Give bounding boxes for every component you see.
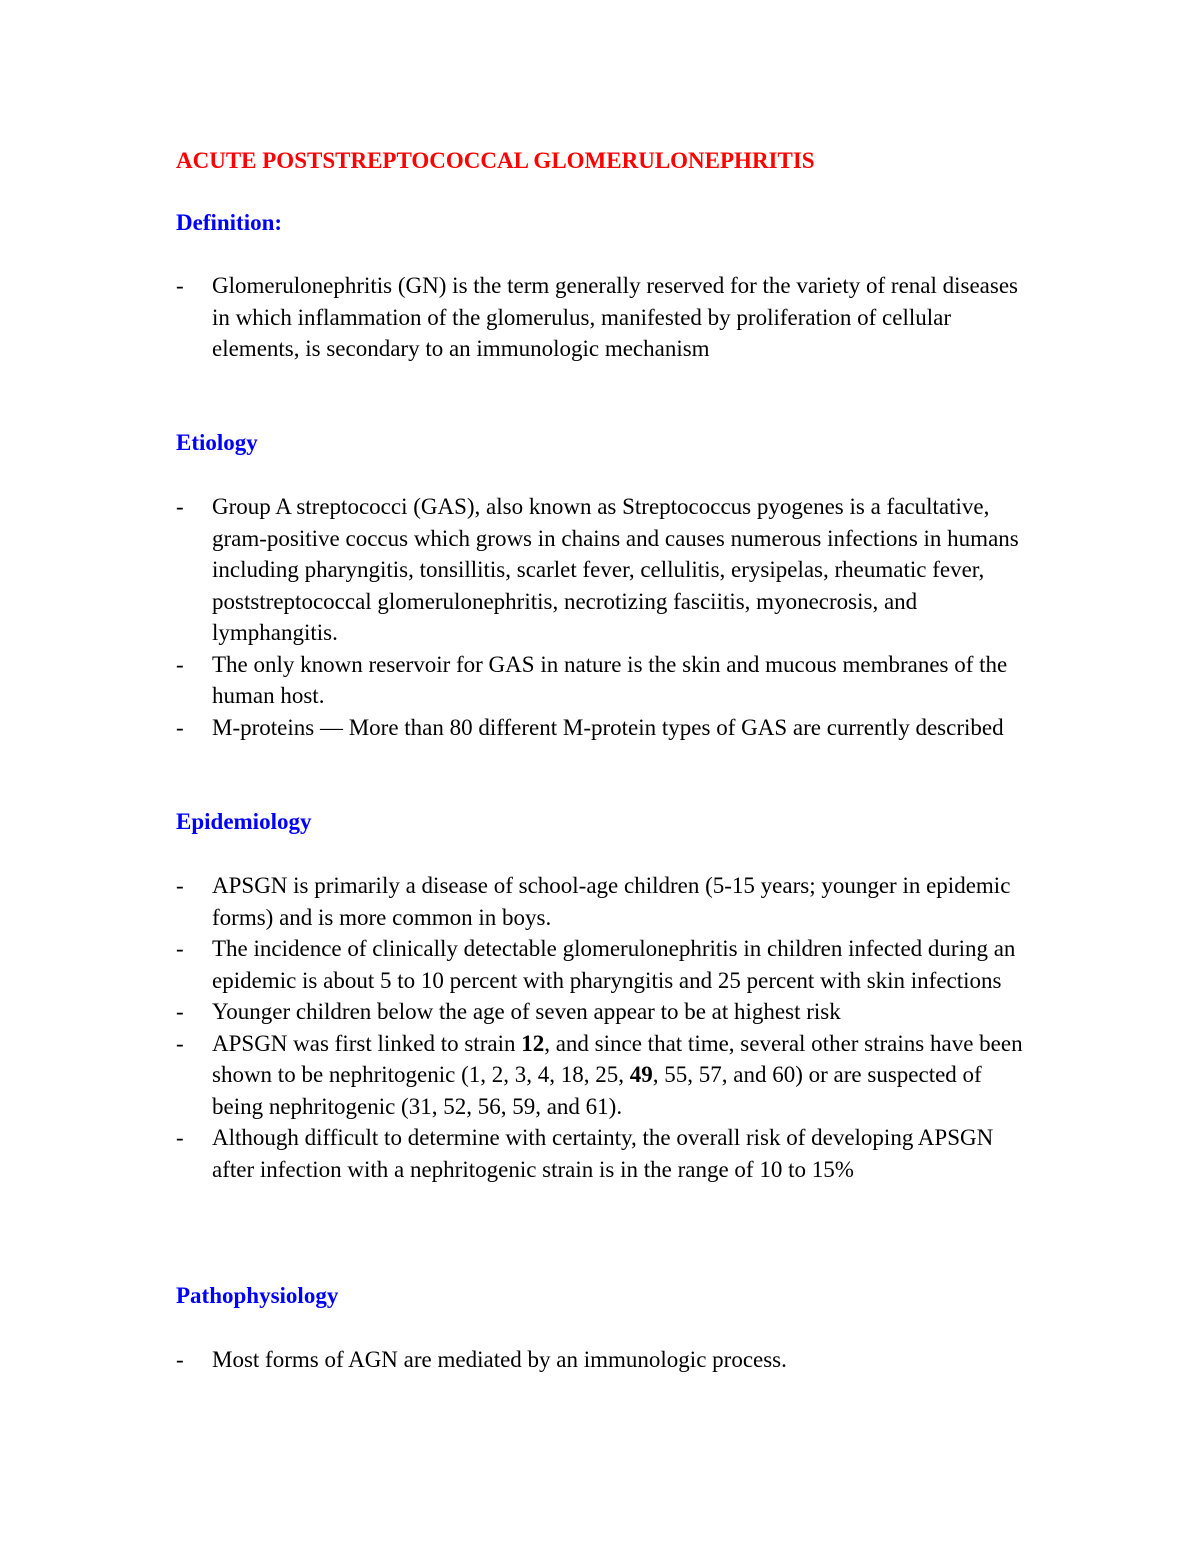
list-item-text: APSGN is primarily a disease of school-age children (5-15 years; younger in epidemic forms) and is more common in boys. xyxy=(212,873,1011,930)
strain-12: 12 xyxy=(521,1030,545,1056)
bullet-marker: - xyxy=(176,1347,184,1372)
list-item-text: The incidence of clinically detectable glomerulonephritis in children infected during an epidemic is about 5 to 10 percent with pharyngitis and 25 percent with skin infections xyxy=(212,936,1016,993)
heading-etiology: Etiology xyxy=(176,430,258,455)
list-item xyxy=(176,270,1036,365)
etiology-list xyxy=(176,491,1036,743)
bullet-marker: - xyxy=(176,1030,184,1056)
epidemiology-list xyxy=(176,870,1036,1185)
list-item-text: The only known reservoir for GAS in nature is the skin and mucous membranes of the human host. xyxy=(212,651,1008,708)
pathophysiology-list xyxy=(176,1344,1036,1376)
list-item xyxy=(176,1344,1036,1376)
list-item xyxy=(176,1028,1036,1123)
list-item-text: Although difficult to determine with certainty, the overall risk of developing APSGN after infection with a nephritogenic strain is in the range of 10 to 15% xyxy=(212,1125,994,1182)
list-item-text xyxy=(212,1031,1023,1119)
list-item xyxy=(176,933,1036,996)
list-item xyxy=(176,870,1036,933)
heading-definition: Definition: xyxy=(176,210,283,235)
bullet-marker: - xyxy=(176,273,184,298)
list-item-text: Glomerulonephritis (GN) is the term generally reserved for the variety of renal diseases in which inflammation of the glomerulus, manifested by proliferation of cellular elements, is secondary to an immunologic mechanism xyxy=(212,273,1018,361)
list-item-text: Younger children below the age of seven appear to be at highest risk xyxy=(212,999,841,1024)
list-item xyxy=(176,491,1036,649)
bullet-marker: - xyxy=(176,1125,184,1150)
text-run: , 55, 57, and 60) or are suspected of being nephritogenic (31, 52, 56, 59, and 61). xyxy=(212,1062,982,1119)
document-title: ACUTE POSTSTREPTOCOCCAL GLOMERULONEPHRITIS xyxy=(176,148,815,173)
heading-epidemiology: Epidemiology xyxy=(176,809,312,834)
list-item-text: Group A streptococci (GAS), also known as Streptococcus pyogenes is a facultative, gram-positive coccus which grows in chains and causes numerous infections in humans including pharyngitis, tonsillitis, scarlet fever, cellulitis, erysipelas, rheumatic fever, poststreptococcal glomerulonephritis, necrotizing fasciitis, myonecrosis, and lymphangitis. xyxy=(212,494,1019,645)
bullet-marker: - xyxy=(176,651,184,677)
bullet-marker: - xyxy=(176,999,184,1024)
list-item xyxy=(176,996,1036,1028)
text-run: , and since that time, several other strains have been shown to be nephritogenic (1, 2, 3, 4, 18, 25, xyxy=(212,1030,1023,1087)
list-item-text: Most forms of AGN are mediated by an immunologic process. xyxy=(212,1347,787,1372)
bullet-marker: - xyxy=(176,873,184,898)
list-item-text: M-proteins — More than 80 different M-protein types of GAS are currently described xyxy=(212,714,1004,740)
list-item xyxy=(176,712,1036,744)
definition-list xyxy=(176,270,1036,365)
text-run: APSGN was first linked to strain xyxy=(212,1030,522,1056)
heading-pathophysiology: Pathophysiology xyxy=(176,1283,339,1308)
bullet-marker: - xyxy=(176,494,184,519)
list-item xyxy=(176,1122,1036,1185)
bullet-marker: - xyxy=(176,714,184,740)
list-item xyxy=(176,649,1036,712)
strain-49: 49 xyxy=(629,1062,653,1087)
bullet-marker: - xyxy=(176,936,184,961)
